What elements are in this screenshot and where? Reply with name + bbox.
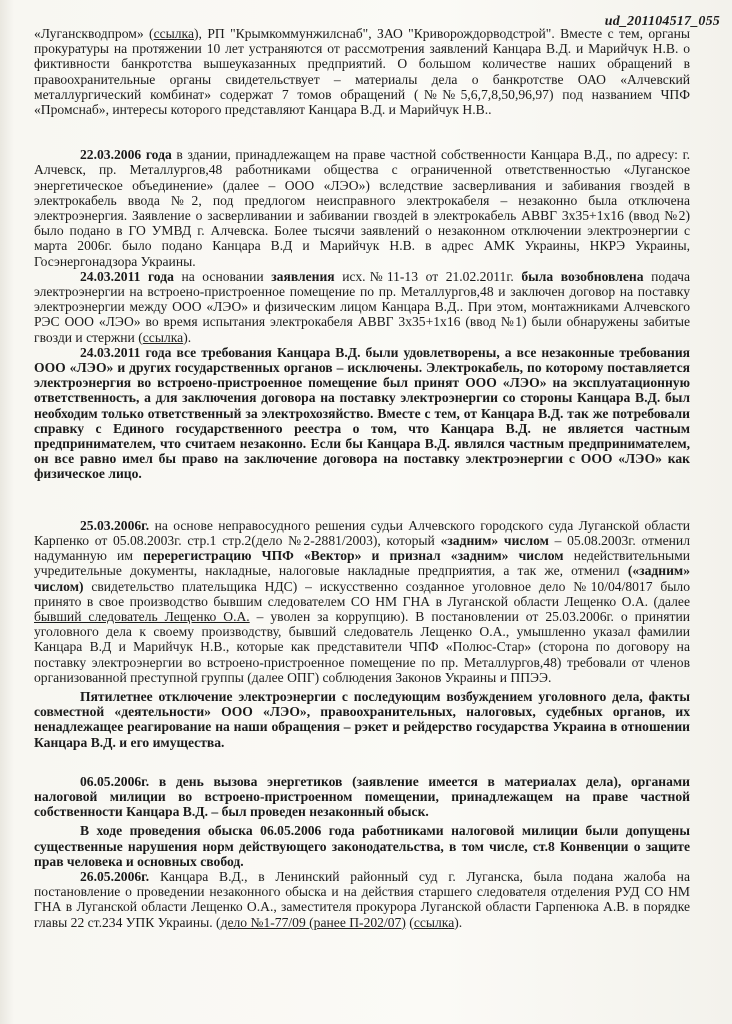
text-run: свидетельство плательщика НДС) – искусственно созданное уголовное дело №10/04/8017 было принято в свое производство бывшим следователем СО НМ ГНА в Луганской области Лещенко О.А. (далее	[34, 578, 690, 609]
text-run: недействительными учредительные документы, накладные, налоговые накладные предприятия, а так же, отменил	[34, 548, 690, 579]
source-link[interactable]: ссылка	[413, 914, 455, 930]
bold-text: была возобновлена	[521, 268, 644, 284]
case-link[interactable]: дело №1-77/09 (ранее П-202/07)	[220, 914, 406, 930]
date-label: 25.03.2006г.	[80, 517, 150, 533]
paragraph-2011-03-24-a	[34, 269, 690, 345]
text-run: ).	[454, 914, 463, 930]
text-run: Канцара В.Д., в Ленинский районный суд г. Луганска, была подана жалоба на постановление о проведении незаконного обыска и на действия старшего следователя отделения РУД СО НМ ГНА в Луганской области Лещенко О.А., заместителя прокурора Луганской области Гарпенюка А.В. в порядке главы 22 ст.234 УПК Украины. (	[34, 868, 690, 930]
date-label: 24.03.2011 года	[80, 344, 172, 360]
paragraph-five-year-outage: Пятилетнее отключение электроэнергии с последующим возбуждением уголовного дела, факты совместной «деятельности» ООО «ЛЭО», правоохранительных, налоговых, судебных органов, их ненадлежащее реагирование на наши обращения – рэкет и рейдерство государства Украина в отношении Канцара В.Д. и его имущества.	[34, 688, 690, 750]
bold-text: («задним» числом)	[34, 563, 690, 594]
text-run: ), РП "Крымкоммунжилснаб", ЗАО "Криворождорводстрой". Вместе с тем, органы прокуратуры на протяжении 10 лет устраняются от рассмотрения заявлений Канцара В.Д. и Марийчук Н.В. о фиктивности банкротства вышеуказанных предприятий. О большом количестве наших обращений в правоохранительные органы свидетельствует – материалы дела о банкротстве ОАО «Алчевский металлургический комбинат» содержат 7 томов обращений (№№5,6,7,8,50,96,97) под названием ЧПФ «Промснаб», интересы которого представляют Канцара В.Д. и Марийчук Н.В..	[34, 26, 691, 118]
paragraph-search-violations: В ходе проведения обыска 06.05.2006 года работниками налоговой милиции были допущены существенные нарушения норм действующего законодательства, в том числе, ст.8 Конвенции о защите прав человека и основных свобод.	[34, 823, 690, 869]
bold-text: перерегистрацию ЧПФ «Вектор» и признал «задним» числом	[143, 548, 564, 564]
underlined-text: бывший следователь Лещенко О.А.	[34, 608, 250, 624]
paragraph-2006-03-25	[34, 518, 690, 685]
date-label: 22.03.2006 года	[80, 147, 172, 163]
text-run: (	[405, 914, 414, 930]
paragraph-2006-05-26	[34, 869, 690, 930]
paragraph-2006-03-22	[34, 147, 690, 269]
paragraph-bankruptcy	[34, 26, 690, 117]
bold-text: заявления	[271, 268, 335, 284]
source-link[interactable]: ссылка	[153, 26, 194, 41]
paragraph-2011-03-24-b	[34, 345, 690, 482]
document-body	[34, 4, 690, 930]
text-run: исх.№11-13 от 21.02.2011г.	[334, 268, 522, 284]
date-label: 26.05.2006г.	[80, 868, 150, 884]
text-run: «Луганскводпром» (	[34, 26, 154, 41]
text-run: ).	[183, 329, 192, 345]
text-run: на основе неправосудного решения судьи Алчевского городского суда Луганской области Карпенко от 05.08.2003г. стр.1 стр.2(дело №2-2881/2003), который	[34, 517, 690, 548]
text-run: – 05.08.2003г. отменил надуманную им	[34, 532, 690, 564]
bold-text: «задним» числом	[440, 532, 549, 548]
document-id-stamp: ud_201104517_055	[604, 14, 720, 29]
bold-text: все требования Канцара В.Д. были удовлетворены, а все незаконные требования ООО «ЛЭО» и других государственных органов – исключены. Электрокабель, по которому поставляется электроэнергия во встроено-пристроенное помещение был принят ООО «ЛЭО» на эксплуатационную ответственность, а для заключения договора на поставку электроэнергии со стороны Канцара В.Д. был необходим только ответственный за электрохозяйство. Вместе с тем, от Канцара В.Д. так же потребовали справку с Единого государственного реестра о том, что Канцара В.Д. не является частным предпринимателем, что считаем незаконно. Если бы Канцара В.Д. являлся частным предпринимателем, он все равно имел бы право на заключение договора на поставку электроэнергии с ООО «ЛЭО» как физическое лицо.	[34, 344, 691, 482]
text-run: на основании	[173, 268, 272, 284]
date-label: 24.03.2011 года	[80, 268, 174, 284]
paragraph-search-2006-05-06: 06.05.2006г. в день вызова энергетиков (заявление имеется в материалах дела), органами налоговой милиции во встроено-пристроенном помещении, принадлежащем на праве частной собственности Канцара В.Д. – был проведен незаконный обыск.	[34, 773, 690, 820]
source-link[interactable]: ссылка	[142, 329, 184, 345]
text-run: в здании, принадлежащем на праве частной собственности Канцара В.Д., по адресу: г. Алчевск, пр. Металлургов,48 работниками общества с ограниченной ответственностью «Луганское энергетическое объединение» (далее – ООО «ЛЭО») вследствие засверливания и забивания гвоздей в электрокабель ввода №2, под предлогом неисправного электрокабеля – незаконно была отключена электроэнергия. Заявление о засверливании и забивании гвоздей в электрокабель АВВГ 3х35+1х16 (ввод №2) было подано в ГО УМВД г. Алчевска. Более тысячи заявлений о незаконном отключении электроэнергии с марта 2006г. было подано Канцара В.Д и Марийчук Н.В. в адрес АМК Украины, НКРЭ Украины, Госэнергонадзора Украины.	[34, 147, 691, 269]
text-run: подача электроэнергии на встроено-пристроенное помещение по пр. Металлургов,48 и заключен договор на поставку электроэнергии между ООО «ЛЭО» и физическим лицом Канцара В.Д.. При этом, монтажниками Алчевского РЭС ООО «ЛЭО» во время испытания электрокабеля АВВГ 3х35+1х16 (ввод №1) были обнаружены забитые гвозди и стержни (	[34, 268, 691, 345]
text-run: – уволен за коррупцию). В постановлении от 25.03.2006г. о принятии уголовного дела к своему производству, бывший следователь Лещенко О.А., умышленно указал фамилии Канцара В.Д и Марийчук Н.В., которые как представители ЧПФ «Полюс-Стар» (сторона по договору на поставку электроэнергии во встроено-пристроенное помещение по пр. Металлургов,48) требовали от членов организованной преступной группы (далее ОПГ) соблюдения Законов Украины и ППЭЭ.	[34, 608, 690, 685]
